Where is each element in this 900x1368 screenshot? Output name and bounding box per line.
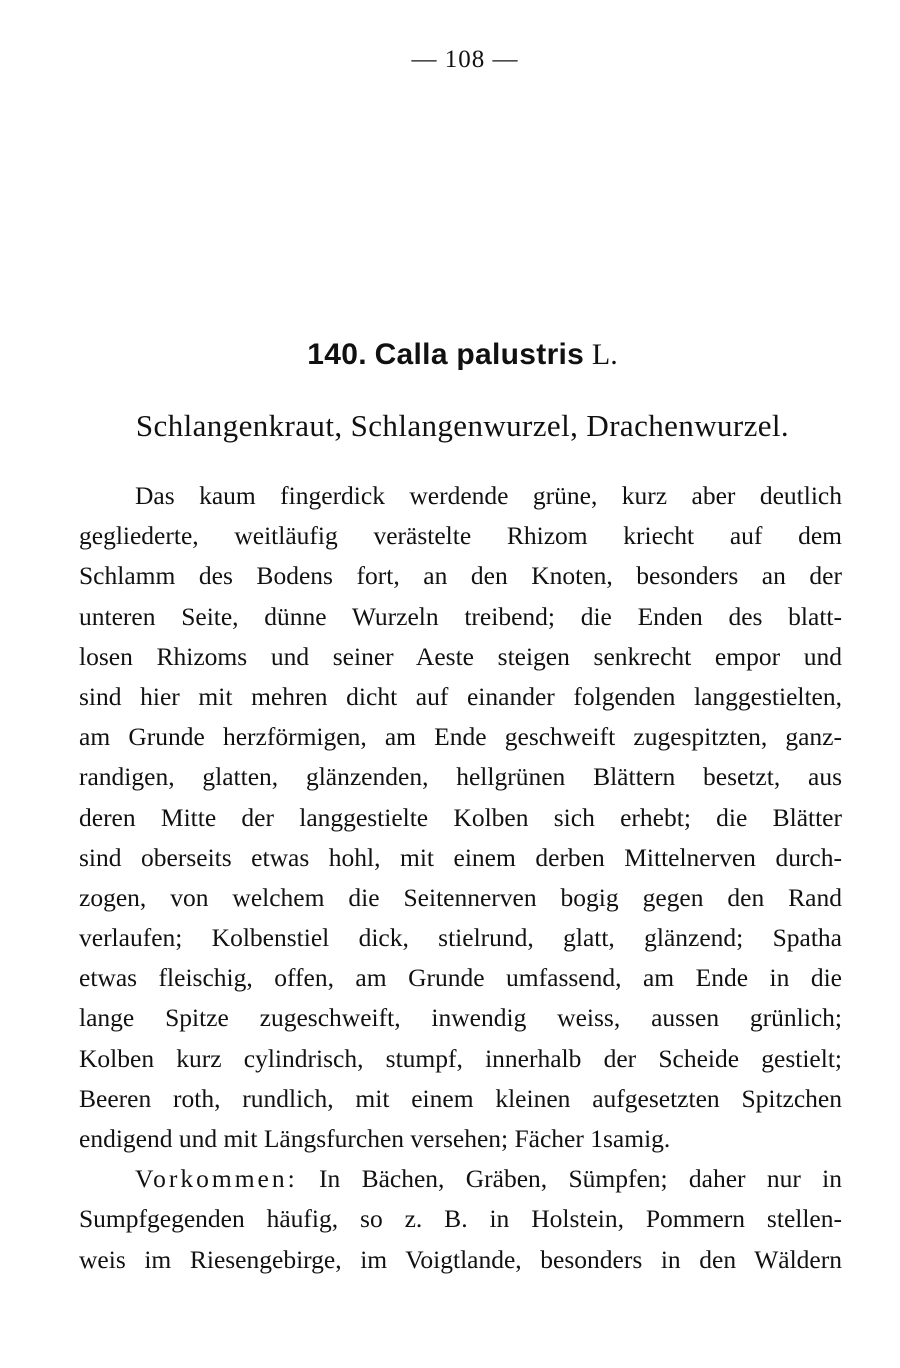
description-text bbox=[79, 476, 842, 1280]
description-line: verlaufen; Kolbenstiel dick, stielrund, glatt, glänzend; Spatha bbox=[79, 923, 842, 953]
description-line: sind oberseits etwas hohl, mit einem derben Mittelnerven durch- bbox=[79, 842, 842, 872]
entry-heading bbox=[0, 336, 900, 372]
species-name: Calla palustris bbox=[374, 338, 585, 371]
description-line: Kolben kurz cylindrisch, stumpf, innerhalb der Scheide gestielt; bbox=[79, 1043, 842, 1073]
description-line: Schlamm des Bodens fort, an den Knoten, besonders an der bbox=[79, 561, 842, 591]
description-line: zogen, von welchem die Seitennerven bogig gegen den Rand bbox=[79, 882, 842, 912]
description-line: randigen, glatten, glänzenden, hellgrünen Blättern besetzt, aus bbox=[79, 762, 842, 792]
description-line: Beeren roth, rundlich, mit einem kleinen aufgesetzten Spitzchen bbox=[79, 1083, 842, 1113]
description-line: lange Spitze zugeschweift, inwendig weiss, aussen grünlich; bbox=[79, 1003, 842, 1033]
entry-number: 140. bbox=[307, 338, 367, 371]
description-line: deren Mitte der langgestielte Kolben sich erhebt; die Blätter bbox=[79, 802, 842, 832]
occurrence-line: Sumpfgegenden häufig, so z. B. in Holstein, Pommern stellen- bbox=[79, 1204, 842, 1234]
description-line: endigend und mit Längsfurchen versehen; Fächer 1samig. bbox=[79, 1124, 671, 1153]
description-line: Das kaum fingerdick werdende grüne, kurz aber deutlich bbox=[135, 481, 842, 510]
description-line: sind hier mit mehren dicht auf einander folgenden langgestielten, bbox=[79, 681, 842, 711]
page-number: — 108 — bbox=[411, 46, 519, 73]
species-author: L. bbox=[591, 338, 618, 371]
common-names: Schlangenkraut, Schlangenwurzel, Drachenwurzel. bbox=[135, 408, 790, 443]
description-line: gegliederte, weitläufig verästelte Rhizom kriecht auf dem bbox=[79, 521, 842, 551]
description-line: unteren Seite, dünne Wurzeln treibend; die Enden des blatt- bbox=[79, 601, 842, 631]
occurrence-line bbox=[79, 1159, 842, 1199]
description-line: etwas fleischig, offen, am Grunde umfassend, am Ende in die bbox=[79, 963, 842, 993]
occurrence-text: In Bächen, Gräben, Sümpfen; daher nur in bbox=[319, 1164, 842, 1194]
description-line: am Grunde herzförmigen, am Ende geschweift zugespitzten, ganz- bbox=[79, 722, 842, 752]
description-line: losen Rhizoms und seiner Aeste steigen senkrecht empor und bbox=[79, 641, 842, 671]
occurrence-label: Vorkommen: bbox=[135, 1164, 298, 1194]
occurrence-line: weis im Riesengebirge, im Voigtlande, besonders in den Wäldern bbox=[79, 1244, 842, 1274]
